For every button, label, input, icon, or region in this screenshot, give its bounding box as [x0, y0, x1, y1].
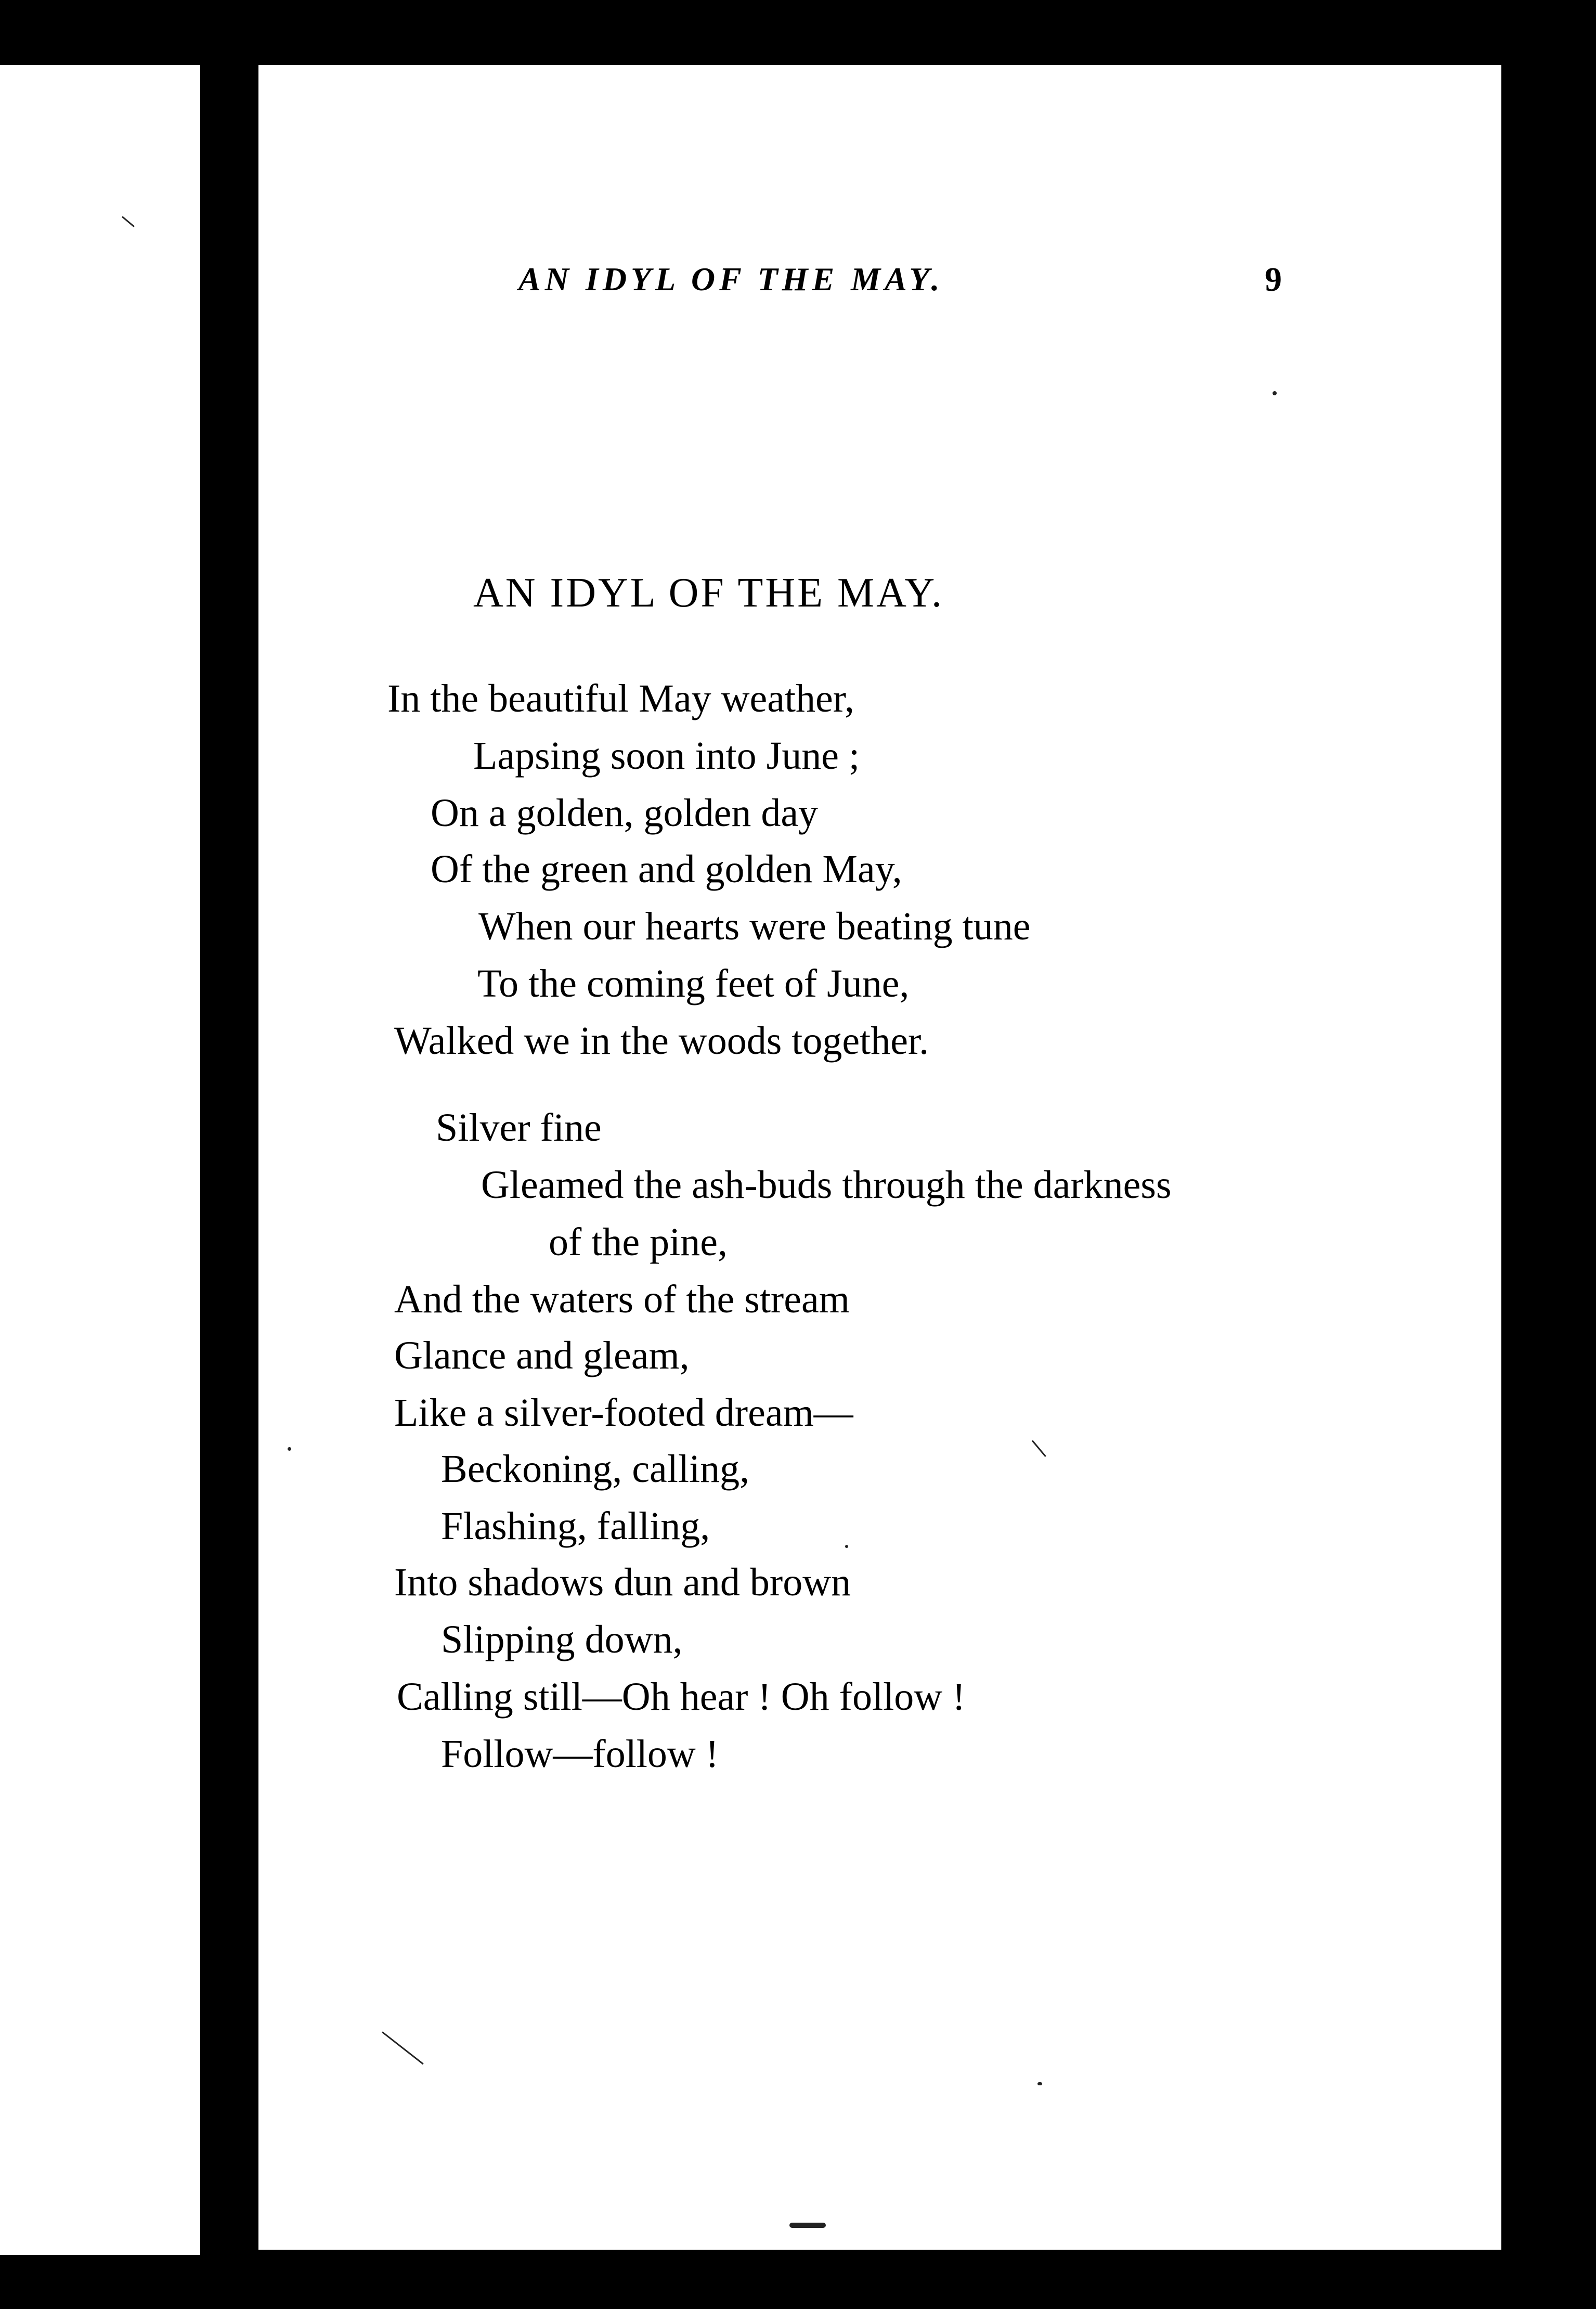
- poem-line: Like a silver-footed dream—: [394, 1391, 853, 1435]
- poem-line: When our hearts were beating tune: [478, 905, 1031, 948]
- poem-line: Follow—follow !: [441, 1732, 719, 1776]
- poem-line: To the coming feet of June,: [477, 962, 910, 1005]
- running-header: [258, 260, 1501, 307]
- poem-line: Calling still—Oh hear ! Oh follow !: [397, 1675, 966, 1719]
- poem-line: Gleamed the ash-buds through the darkness: [481, 1163, 1172, 1207]
- scan-smudge: [789, 2223, 826, 2228]
- poem-line: And the waters of the stream: [394, 1278, 850, 1321]
- poem-line: of the pine,: [549, 1220, 728, 1264]
- poem-line: Glance and gleam,: [394, 1334, 690, 1377]
- poem-line: Lapsing soon into June ;: [473, 734, 860, 778]
- running-title: AN IDYL OF THE MAY.: [518, 261, 944, 298]
- poem-line: Slipping down,: [441, 1618, 683, 1661]
- poem-line: Walked we in the woods together.: [394, 1019, 929, 1063]
- facing-page-edge: [0, 65, 200, 2255]
- scan-speck: [845, 1545, 848, 1548]
- poem-line: Beckoning, calling,: [441, 1447, 750, 1491]
- page-number: 9: [1265, 261, 1282, 299]
- poem-line: Into shadows dun and brown: [394, 1560, 851, 1604]
- book-page: [258, 65, 1501, 2250]
- poem-line: On a golden, golden day: [431, 791, 819, 835]
- poem-line: In the beautiful May weather,: [387, 677, 855, 720]
- poem-line: Silver fine: [436, 1106, 602, 1150]
- poem-line: Flashing, falling,: [441, 1504, 710, 1548]
- scan-speck: [1037, 2082, 1042, 2085]
- scan-speck: [288, 1447, 291, 1451]
- scan-speck: [1273, 391, 1277, 395]
- poem-line: Of the green and golden May,: [431, 847, 902, 891]
- poem-title: AN IDYL OF THE MAY.: [473, 570, 944, 616]
